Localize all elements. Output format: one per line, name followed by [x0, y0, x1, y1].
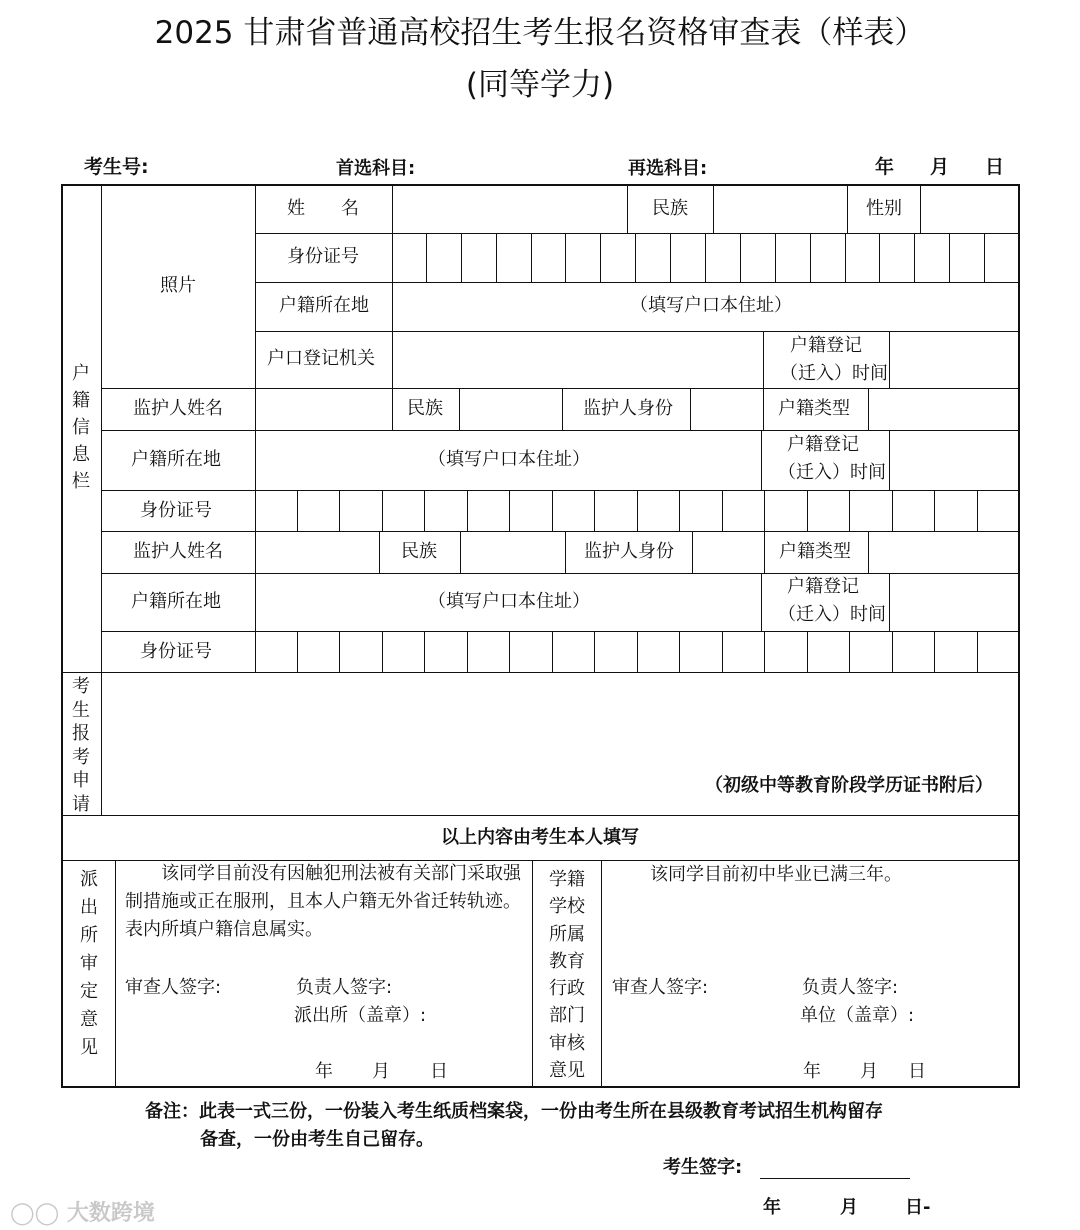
guardian1-location-label: 户籍所在地: [131, 449, 221, 470]
col-line: [627, 185, 628, 233]
registry-time-label: 户籍登记: [790, 335, 862, 356]
guardian2-time-label-2: （迁入）时间: [778, 604, 886, 625]
guardian1-time-label: 户籍登记: [787, 434, 859, 455]
guardian2-location-hint: （填写户口本住址）: [428, 591, 590, 612]
guardian2-id-grid[interactable]: [255, 631, 1019, 672]
student-gender-label: 性别: [866, 198, 902, 219]
guardian2-name-label: 监护人姓名: [133, 541, 223, 562]
col-line: [115, 860, 116, 1087]
police-reviewer-label: 审查人签字:: [125, 977, 222, 998]
guardian2-id-label: 身份证号: [140, 641, 212, 662]
col-line: [889, 430, 890, 490]
student-hukou-location-label: 户籍所在地: [279, 295, 369, 316]
registry-office-label: 户口登记机关: [267, 348, 375, 369]
school-reviewer-label: 审查人签字:: [612, 977, 709, 998]
watermark-logo: [10, 1196, 155, 1227]
col-line: [392, 388, 393, 430]
col-line: [713, 185, 714, 233]
guardian1-ethnicity-label: 民族: [407, 398, 443, 419]
row-line: [255, 282, 1019, 283]
row-line: [101, 388, 1019, 389]
row-line: [101, 430, 1019, 431]
signature-day: 日-: [905, 1197, 931, 1218]
col-line: [562, 388, 563, 430]
col-line: [889, 331, 890, 388]
remark-line-1: 备注：此表一式三份，一份装入考生纸质档案袋，一份由考生所在县级教育考试招生机构留存: [145, 1101, 883, 1122]
col-line: [763, 331, 764, 388]
row-line: [101, 531, 1019, 532]
exam-no-label: 考生号:: [84, 156, 149, 178]
col-line: [847, 185, 848, 233]
registry-time-label-2: （迁入）时间: [780, 363, 888, 384]
col-line: [460, 531, 461, 573]
page-title: 2025 甘肃省普通高校招生考生报名资格审查表（样表）: [154, 15, 926, 51]
student-id-label: 身份证号: [287, 246, 359, 267]
row-line: [101, 573, 1019, 574]
guardian1-id-grid[interactable]: [255, 490, 1019, 531]
row-line: [255, 331, 1019, 332]
application-note: （初级中等教育阶段学历证书附后）: [705, 775, 993, 796]
second-subject-label: 再选科目:: [628, 158, 708, 179]
school-year: 年: [803, 1061, 821, 1082]
school-day: 日: [908, 1061, 926, 1082]
watermark-icon: ◯◯: [10, 1201, 60, 1226]
col-line: [920, 185, 921, 233]
school-opinion-text: 该同学目前初中毕业已满三年。: [650, 864, 902, 885]
col-line: [459, 388, 460, 430]
col-line: [761, 430, 762, 490]
student-id-grid[interactable]: [392, 233, 1019, 282]
photo-label: 照片: [160, 275, 196, 296]
col-line: [255, 185, 256, 672]
police-month: 月: [372, 1061, 390, 1082]
guardian2-time-label: 户籍登记: [787, 576, 859, 597]
first-subject-label: 首选科目:: [336, 158, 416, 179]
col-line: [889, 573, 890, 631]
school-seal-label: 单位（盖章）:: [800, 1005, 915, 1026]
remark-line-2: 备查，一份由考生自己留存。: [200, 1129, 434, 1150]
school-principal-label: 负责人签字:: [802, 977, 899, 998]
col-line: [601, 860, 602, 1087]
header-month: 月: [930, 156, 950, 178]
guardian1-hukou-type-label: 户籍类型: [778, 398, 850, 419]
col-line: [101, 672, 102, 815]
col-line: [692, 531, 693, 573]
police-principal-label: 负责人签字:: [296, 977, 393, 998]
guardian1-location-hint: （填写户口本住址）: [428, 449, 590, 470]
guardian2-identity-label: 监护人身份: [584, 541, 674, 562]
student-name-label: 姓 名: [287, 198, 359, 219]
guardian2-hukou-type-label: 户籍类型: [779, 541, 851, 562]
police-opinion-label: 派出所审定意见: [80, 869, 98, 1058]
police-opinion-text: 该同学目前没有因触犯刑法被有关部门采取强制措施或正在服刑，且本人户籍无外省迁转轨迹。表内所填户籍信息属实。: [125, 863, 521, 940]
col-line: [392, 185, 393, 388]
header-year: 年: [875, 156, 895, 178]
school-opinion-label: 学籍学校所属教育行政部门审核意见: [549, 869, 585, 1082]
police-seal-label: 派出所（盖章）:: [294, 1005, 427, 1026]
guardian1-identity-label: 监护人身份: [583, 398, 673, 419]
col-line: [101, 185, 102, 672]
guardian1-time-label-2: （迁入）时间: [778, 462, 886, 483]
guardian2-location-label: 户籍所在地: [131, 591, 221, 612]
col-line: [761, 573, 762, 631]
header-day: 日: [985, 156, 1005, 178]
col-line: [532, 860, 533, 1087]
col-line: [764, 531, 765, 573]
school-month: 月: [860, 1061, 878, 1082]
col-line: [763, 388, 764, 430]
student-hukou-hint: （填写户口本住址）: [630, 295, 792, 316]
self-fill-note: 以上内容由考生本人填写: [441, 827, 639, 848]
guardian1-name-label: 监护人姓名: [133, 398, 223, 419]
signature-year: 年: [763, 1197, 781, 1218]
police-year: 年: [315, 1061, 333, 1082]
signature-label: 考生签字:: [663, 1157, 743, 1178]
page-subtitle: (同等学力): [465, 67, 615, 103]
signature-month: 月: [840, 1197, 858, 1218]
signature-line[interactable]: [760, 1178, 910, 1179]
hukou-section-label: 户籍信息栏: [72, 363, 90, 492]
col-line: [868, 531, 869, 573]
watermark-text: 大数跨境: [66, 1201, 155, 1226]
guardian2-ethnicity-label: 民族: [401, 541, 437, 562]
row-line: [62, 815, 1019, 816]
application-label: 考生报考申请: [72, 676, 90, 815]
col-line: [690, 388, 691, 430]
col-line: [565, 531, 566, 573]
col-line: [379, 531, 380, 573]
police-day: 日: [430, 1061, 448, 1082]
guardian1-id-label: 身份证号: [140, 500, 212, 521]
student-ethnicity-label: 民族: [652, 198, 688, 219]
col-line: [868, 388, 869, 430]
row-line: [62, 672, 1019, 673]
